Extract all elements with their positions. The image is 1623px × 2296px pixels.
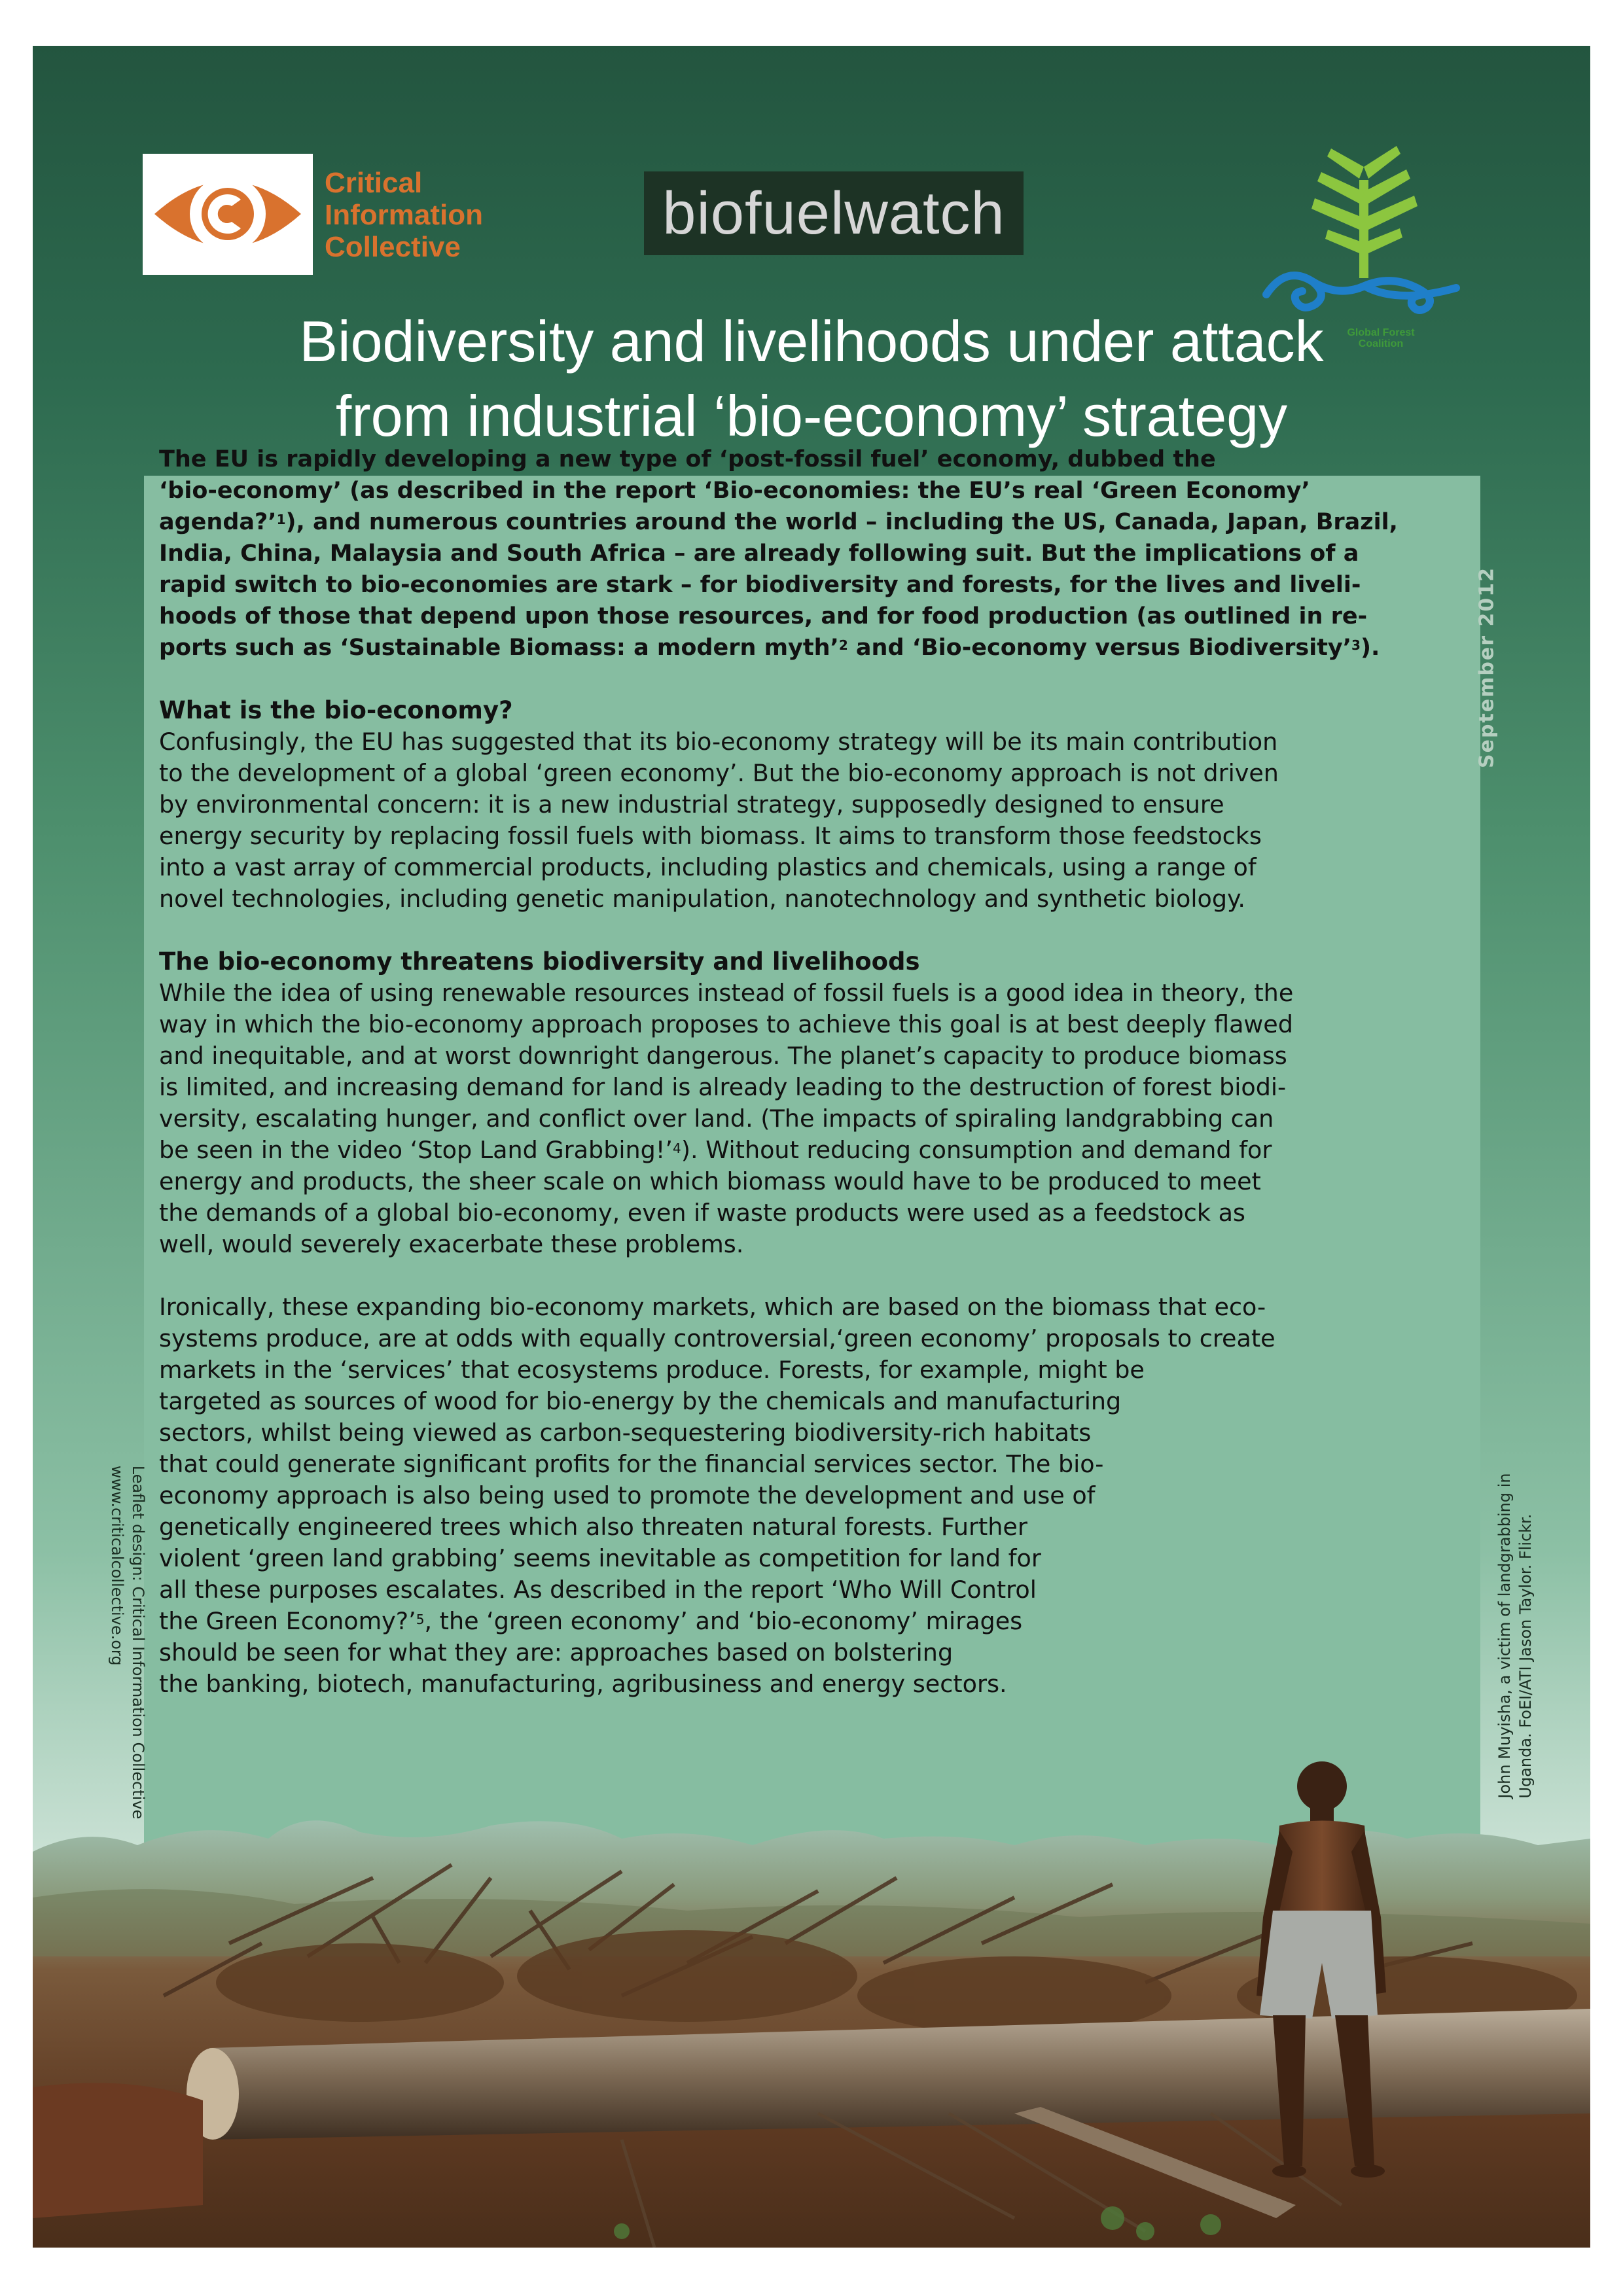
biofuelwatch-logo: biofuelwatch <box>644 171 1024 255</box>
body-line: that could generate significant profits for the financial services sector. The bio- <box>159 1450 1104 1478</box>
body-line: versity, escalating hunger, and conflict over land. (The impacts of spiraling landgrabbing can <box>159 1104 1274 1133</box>
footnote-marker: 2 <box>838 637 848 653</box>
body-line: way in which the bio-economy approach proposes to achieve this goal is at best deeply flawed <box>159 1010 1293 1038</box>
body-line: energy and products, the sheer scale on which biomass would have to be produced to meet <box>159 1167 1261 1195</box>
footnote-marker: 1 <box>276 512 286 527</box>
article-content <box>159 444 1455 1731</box>
section-ironically-body <box>159 1292 1455 1700</box>
body-line: targeted as sources of wood for bio-energy by the chemicals and manufacturing <box>159 1387 1122 1415</box>
title-line-2: from industrial ‘bio-economy’ strategy <box>335 383 1288 448</box>
photo-credit-line-2: Uganda. FoEI/ATI Jason Taylor. Flickr. <box>1516 1513 1535 1799</box>
date-label <box>1474 537 1500 798</box>
footnote-marker: 4 <box>673 1140 681 1156</box>
section-threatens-body <box>159 978 1455 1260</box>
body-line: systems produce, are at odds with equally controversial,‘green economy’ proposals to create <box>159 1324 1275 1352</box>
cic-logo-text: Critical Information Collective <box>325 167 483 263</box>
section-heading-threatens: The bio-economy threatens biodiversity and livelihoods <box>159 947 920 976</box>
body-line: Ironically, these expanding bio-economy markets, which are based on the biomass that eco- <box>159 1293 1266 1321</box>
body-line: all these purposes escalates. As described in the report ‘Who Will Control <box>159 1576 1037 1604</box>
lead-line: ports such as ‘Sustainable Biomass: a modern myth’$^2$ and ‘Bio-economy versus Biodiversity’$^3$). <box>159 635 1380 661</box>
body-line: to the development of a global ‘green economy’. But the bio-economy approach is not driven <box>159 759 1279 787</box>
body-line: energy security by replacing fossil fuels with biomass. It aims to transform those feedstocks <box>159 822 1262 850</box>
lead-line: ‘bio-economy’ (as described in the report ‘Bio-economies: the EU’s real ‘Green Economy’ <box>159 478 1310 504</box>
body-line: the Green Economy?’$^5$, the ‘green economy’ and ‘bio-economy’ mirages <box>159 1607 1023 1635</box>
body-line: Confusingly, the EU has suggested that its bio-economy strategy will be its main contribution <box>159 728 1278 756</box>
body-line: is limited, and increasing demand for land is already leading to the destruction of forest biodi- <box>159 1073 1287 1101</box>
body-line: and inequitable, and at worst downright dangerous. The planet’s capacity to produce biomass <box>159 1042 1287 1070</box>
footnote-marker: 3 <box>1351 637 1361 653</box>
lead-line: rapid switch to bio-economies are stark – for biodiversity and forests, for the lives and liveli- <box>159 572 1361 598</box>
cic-eye-logo-icon <box>143 154 313 275</box>
body-line: by environmental concern: it is a new industrial strategy, supposedly designed to ensure <box>159 790 1224 819</box>
lead-line: India, China, Malaysia and South Africa – are already following suit. But the implications of a <box>159 540 1359 567</box>
body-line: markets in the ‘services’ that ecosystems produce. Forests, for example, might be <box>159 1356 1145 1384</box>
body-line: should be seen for what they are: approaches based on bolstering <box>159 1638 954 1667</box>
body-line: well, would severely exacerbate these problems. <box>159 1230 744 1258</box>
deforestation-photo <box>33 1747 1590 2248</box>
tree-wave-icon <box>1260 141 1469 330</box>
body-line: be seen in the video ‘Stop Land Grabbing!’$^4$). Without reducing consumption and demand for <box>159 1136 1272 1164</box>
design-credit-line-2: www.criticalcollective.org <box>108 1465 126 1666</box>
section-what-is-body <box>159 726 1455 915</box>
body-line: novel technologies, including genetic manipulation, nanotechnology and synthetic biology. <box>159 885 1246 913</box>
body-line: economy approach is also being used to promote the development and use of <box>159 1481 1096 1510</box>
gfc-logo-text: Global Forest Coalition <box>1347 327 1415 349</box>
lead-line: agenda?’$^1$), and numerous countries around the world – including the US, Canada, Japan, Brazil, <box>159 509 1398 535</box>
body-line: violent ‘green land grabbing’ seems inevitable as competition for land for <box>159 1544 1041 1572</box>
photo-credit-line-1: John Muyisha, a victim of landgrabbing in <box>1495 1473 1514 1799</box>
date-text: September 2012 <box>1475 567 1499 768</box>
critical-information-collective-logo <box>143 154 516 278</box>
lead-paragraph <box>159 444 1455 663</box>
body-line: genetically engineered trees which also threaten natural forests. Further <box>159 1513 1027 1541</box>
body-line: the demands of a global bio-economy, even if waste products were used as a feedstock as <box>159 1199 1245 1227</box>
body-line: While the idea of using renewable resources instead of fossil fuels is a good idea in theory, the <box>159 979 1294 1007</box>
page-title <box>33 304 1590 453</box>
title-line-1: Biodiversity and livelihoods under attack <box>299 309 1324 374</box>
body-line: sectors, whilst being viewed as carbon-sequestering biodiversity-rich habitats <box>159 1419 1092 1447</box>
lead-line: hoods of those that depend upon those resources, and for food production (as outlined in re- <box>159 603 1368 629</box>
body-line: the banking, biotech, manufacturing, agribusiness and energy sectors. <box>159 1670 1007 1698</box>
section-heading-what-is: What is the bio-economy? <box>159 696 513 724</box>
footnote-marker: 5 <box>416 1612 425 1627</box>
design-credit-line-1: Leaflet design: Critical Information Collective <box>129 1465 147 1820</box>
body-line: into a vast array of commercial products, including plastics and chemicals, using a range of <box>159 853 1257 881</box>
lead-line: The EU is rapidly developing a new type of ‘post-fossil fuel’ economy, dubbed the <box>159 446 1216 472</box>
